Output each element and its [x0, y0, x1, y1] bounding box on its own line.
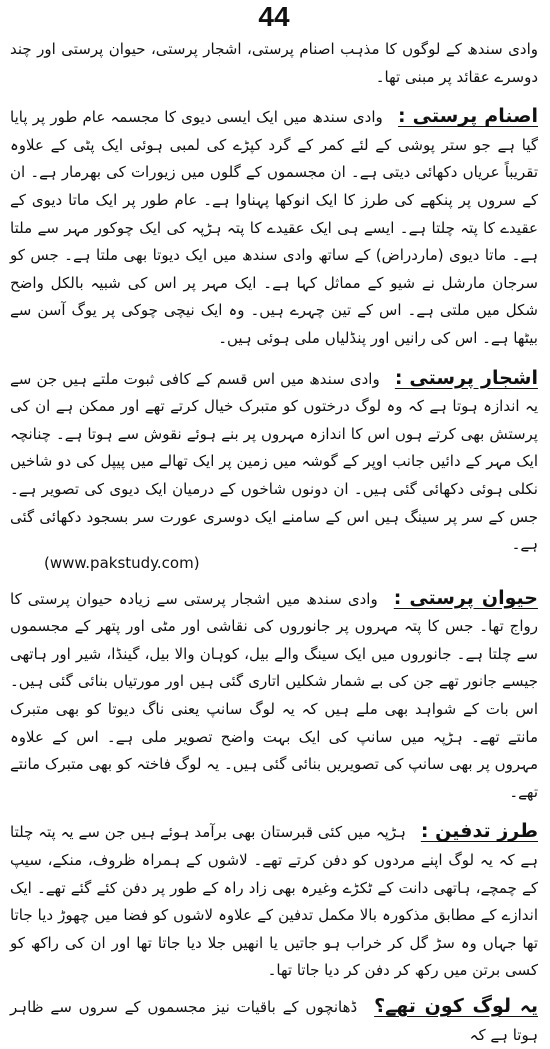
section-tree-worship — [10, 365, 538, 559]
section-burial-practice — [10, 818, 538, 985]
website-credit: (www.pakstudy.com) — [44, 553, 200, 572]
section-who-were-these-people — [10, 993, 538, 1049]
section-idol-worship — [10, 103, 538, 352]
page-number: 44 — [258, 1, 290, 32]
section-animal-worship — [10, 585, 538, 807]
section-heading-burial-practice: طرز تدفین : — [420, 820, 538, 843]
intro-paragraph: وادی سندھ کے لوگوں کا مذہب اصنام پرستی، اشجار پرستی، حیوان پرستی اور چند دوسرے عقائد پر مبنی تھا۔ — [10, 40, 538, 86]
section-text-idol-worship: وادی سندھ میں ایک ایسی دیوی کا مجسمہ عام طور پر پایا گیا ہے جو ستر پوشی کے لئے کمر کے گرد کپڑے کی لمبی ہوئی ایک پٹی کے علاوہ تقریباً عریاں دکھائی دیتی ہے۔ ان مجسموں کے گلوں میں زیورات کی بھرمار ہے۔ ان کے سروں پر پنکھے کی طرز کا ایک انوکھا پہناوا ہے۔ عام طور پر ایک ماتا دیوی کے عقیدے کا پتہ چلتا ہے۔ ایسے ہی ایک عقیدے کا پتہ ہڑپہ کی ایک چوکور مہر سے ملتا ہے۔ ماتا دیوی (ماردراض) کے ساتھ وادی سندھ میں ایک دیوتا بھی ملتا ہے۔ جس کو سرجان مارشل نے شیو کے مماثل کہا ہے۔ ایک مہر پر اس کی شبیہ بالکل واضح شکل میں ملتی ہے۔ اس کے تین چہرے ہیں۔ وہ ایک نیچی چوکی پر یوگ آسن سے بیٹھا ہے۔ اس کی رانیں اور پنڈلیاں ملی ہوئی ہیں۔ — [10, 108, 538, 347]
section-heading-tree-worship: اشجار پرستی : — [394, 366, 538, 389]
section-heading-animal-worship: حیوان پرستی : — [393, 586, 538, 609]
section-text-who-were-these-people: ڈھانچوں کے باقیات نیز مجسموں کے سروں سے ظاہر ہوتا ہے کہ — [10, 998, 538, 1044]
section-text-animal-worship: وادی سندھ میں اشجار پرستی سے زیادہ حیوان پرستی کا رواج تھا۔ جس کا پتہ مہروں پر جانوروں کی نقاشی اور مٹی اور پتھر کے مجسموں سے چلتا ہے۔ جانوروں میں ایک سینگ والے بیل، کوہان والا بیل، گینڈا، شیر اور ہاتھی جیسے جانور تھے جن کی بے شمار شکلیں اتاری گئی ہیں اور مورتیاں بنائی گئی ہیں۔ اس بات کے شواہد بھی ملے ہیں کہ یہ لوگ سانپ یعنی ناگ دیوتا کو بھی متبرک مانتے تھے۔ ہڑپہ میں سانپ کی ایک بہت واضح تصویر ملی ہے۔ اس کے علاوہ مہروں پر بھی سانپ کی تصویریں بنائی گئی ہیں۔ یہ لوگ فاختہ کو بھی متبرک مانتے تھے۔ — [10, 589, 538, 801]
section-heading-who-were-these-people: یہ لوگ کون تھے؟ — [374, 995, 538, 1017]
section-text-tree-worship: وادی سندھ میں اس قسم کے کافی ثبوت ملتے ہیں جن سے یہ اندازہ ہوتا ہے کہ وہ لوگ درختوں کو متبرک خیال کرتے تھے اور ممکن ہے ان کی پرستش بھی کرتے ہوں اس کا اندازہ مہروں پر بنے ہوئے نقوش سے ہوتا ہے۔ چنانچہ ایک مہر کے دائیں جانب اوپر کے گوشہ میں زمین پر ایک تھالے میں پیپل کی دو شاخیں نکلی ہوئی دکھائی گئی ہیں۔ ان دونوں شاخوں کے درمیان ایک دیوی کی تصویر ہے۔ جس کے سر پر سینگ ہیں اس کے سامنے ایک دوسری عورت سر بسجود دکھائی گئی ہے۔ — [10, 369, 538, 554]
section-heading-idol-worship: اصنام پرستی : — [397, 105, 538, 128]
section-text-burial-practice: ہڑپہ میں کئی قبرستان بھی برآمد ہوئے ہیں جن سے یہ پتہ چلتا ہے کہ یہ لوگ اپنے مردوں کو دفن کرتے تھے۔ لاشوں کے ہمراہ ظروف، منکے، سیپ کے چمچے، ہاتھی دانت کے ٹکڑے وغیرہ بھی زاد راہ کے طور پر دفن کئے گئے تھے۔ ایک اندازے کے مطابق مذکورہ بالا مکمل تدفین کے علاوہ لاشوں کو فضا میں چھوڑ دیا جاتا تھا جہاں وہ سڑ گل کر خراب ہو جاتیں یا انھیں جلا دیا جاتا تھا اور ان کی راکھ کو کسی برتن میں رکھ کر دفن کر دیا جاتا تھا۔ — [10, 823, 538, 980]
